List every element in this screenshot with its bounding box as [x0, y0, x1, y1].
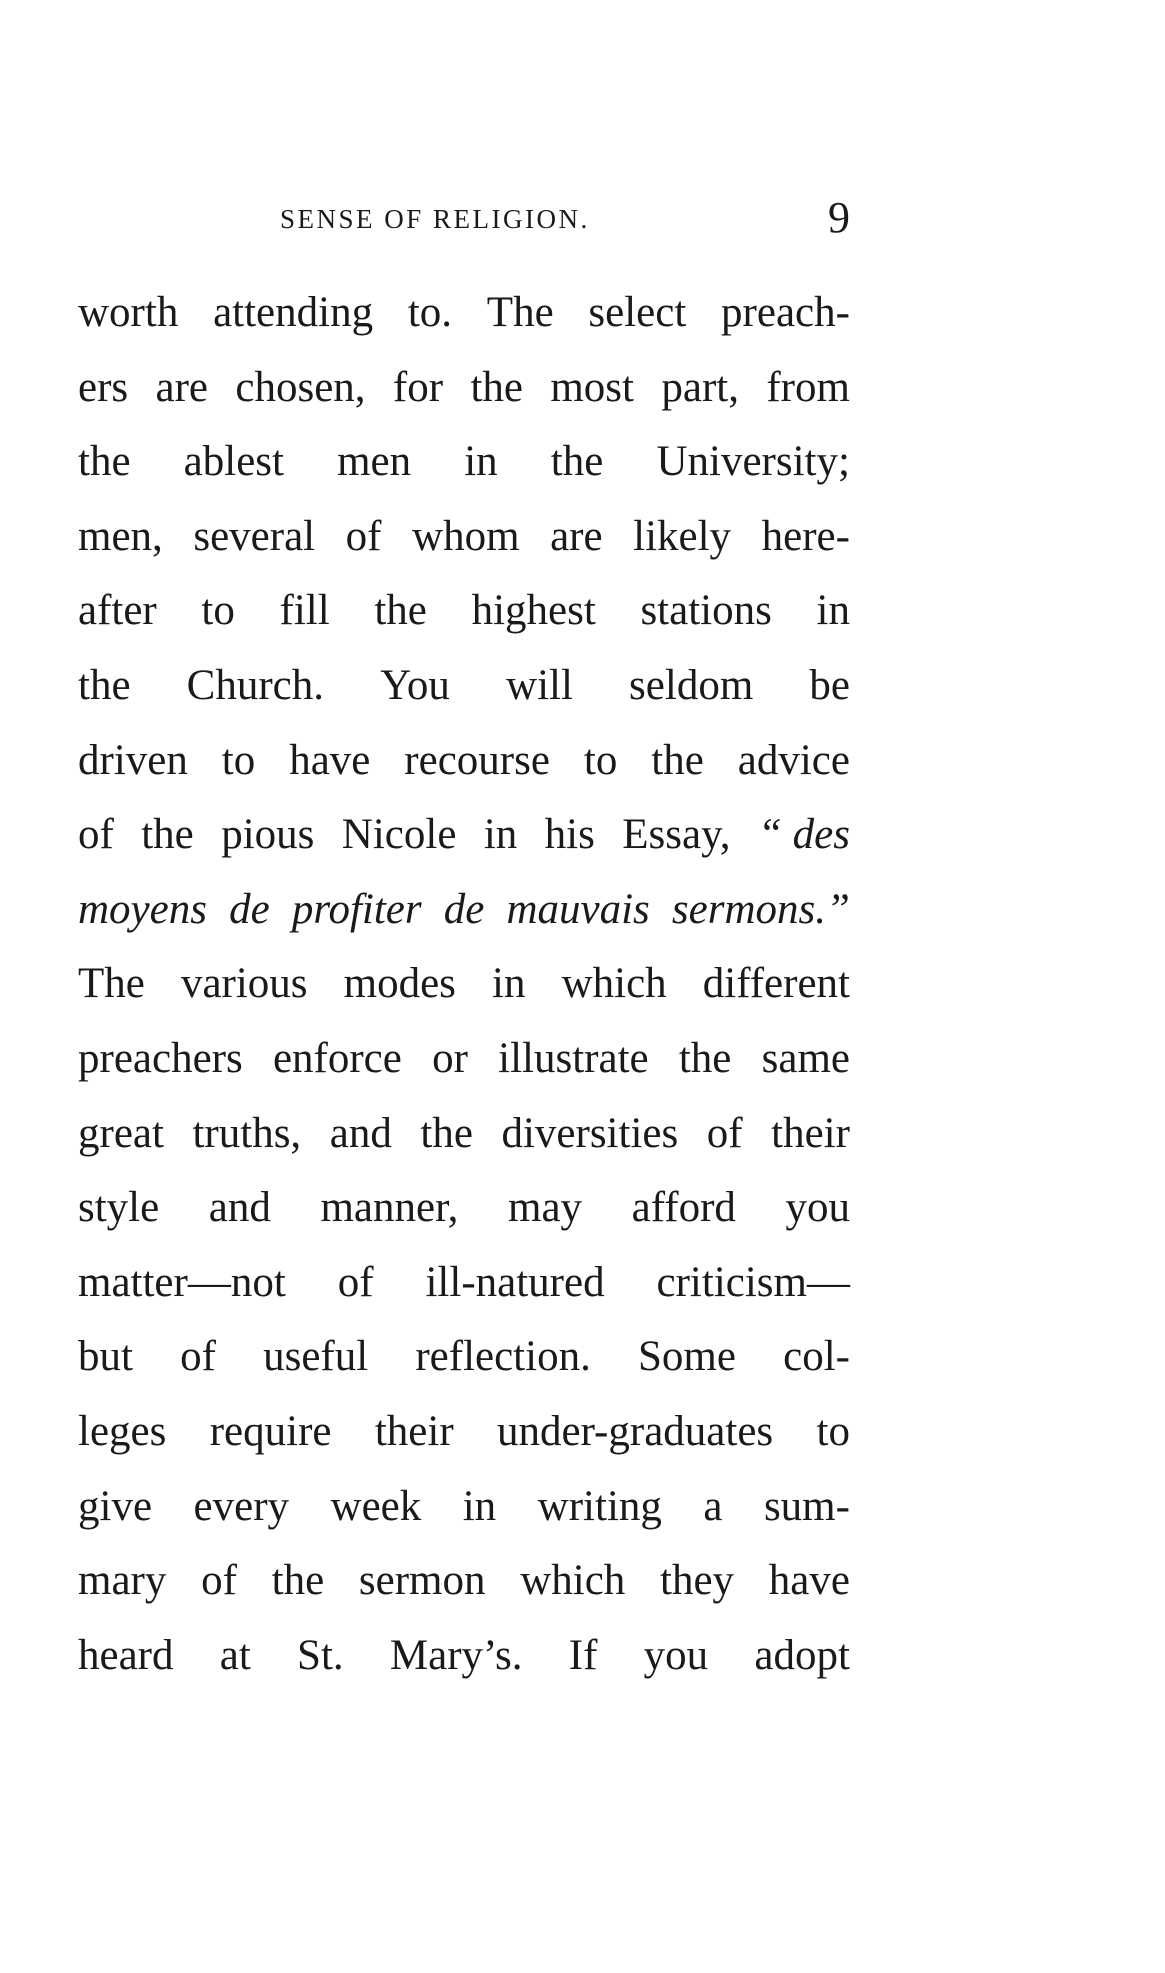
word: several: [193, 512, 316, 560]
word: from: [766, 363, 850, 411]
word: the: [374, 587, 427, 635]
word: are: [155, 363, 209, 411]
word: sum-: [763, 1482, 850, 1530]
word: The: [78, 960, 145, 1008]
word: afford: [631, 1184, 736, 1232]
word: fill: [279, 587, 330, 635]
word: the: [78, 661, 131, 709]
text-line: [78, 574, 850, 649]
word: You: [380, 661, 450, 709]
word: of: [201, 1557, 237, 1605]
word: adopt: [754, 1631, 850, 1679]
word: of: [78, 811, 114, 859]
word: they: [660, 1557, 735, 1605]
page-number: 9: [828, 193, 850, 242]
word: If: [568, 1631, 598, 1679]
italic-word: “ des: [757, 811, 850, 859]
word: under-graduates: [497, 1407, 774, 1455]
word: The: [486, 289, 554, 336]
word: a: [703, 1482, 723, 1530]
word: same: [761, 1034, 850, 1082]
text-line: [78, 649, 850, 724]
text-line: [78, 1097, 850, 1172]
word: be: [809, 661, 850, 709]
italic-word: mauvais: [506, 885, 650, 933]
running-title-text: SENSE OF RELIGION.: [280, 204, 590, 234]
word: recourse: [404, 736, 550, 784]
text-line: [78, 1171, 850, 1246]
text-line: [78, 798, 850, 873]
word: Some: [638, 1333, 736, 1381]
word: for: [392, 363, 444, 411]
italic-word: moyens: [78, 885, 207, 933]
word: the: [271, 1557, 325, 1605]
word: manner,: [320, 1184, 459, 1232]
word: ablest: [183, 438, 284, 486]
word: are: [550, 512, 603, 560]
word: their: [771, 1109, 850, 1157]
word: will: [506, 661, 573, 709]
word: most: [550, 363, 634, 411]
text-line: [78, 1544, 850, 1619]
word: to: [816, 1407, 850, 1455]
word: criticism—: [656, 1258, 850, 1306]
body-text: [78, 276, 850, 1693]
text-line: [78, 1246, 850, 1321]
text-line: [78, 276, 850, 351]
word: reflection.: [415, 1333, 591, 1381]
word: part,: [661, 363, 739, 411]
word: to: [583, 736, 618, 784]
word: the: [470, 363, 523, 411]
word: to.: [407, 289, 453, 336]
word: or: [432, 1034, 468, 1082]
word: St.: [297, 1631, 344, 1679]
word: useful: [263, 1333, 369, 1381]
word: require: [209, 1407, 332, 1455]
word: after: [78, 587, 157, 635]
word: in: [492, 960, 526, 1008]
word: to: [221, 736, 256, 784]
word: illustrate: [498, 1034, 649, 1082]
word: have: [289, 736, 371, 784]
word: you: [643, 1631, 709, 1679]
word: the: [420, 1109, 473, 1157]
word: different: [702, 960, 850, 1008]
word: select: [588, 289, 687, 336]
italic-word: de: [229, 885, 270, 933]
word: ers: [78, 363, 129, 411]
running-title: [280, 204, 590, 235]
text-line: [78, 1470, 850, 1545]
word: enforce: [272, 1034, 402, 1082]
word: seldom: [629, 661, 754, 709]
word: of: [337, 1258, 374, 1306]
text-line: [78, 351, 850, 426]
word: mary: [78, 1557, 167, 1605]
word: may: [508, 1184, 583, 1232]
word: pious: [221, 811, 315, 859]
word: chosen,: [235, 363, 366, 411]
text-line: [78, 873, 850, 948]
word: stations: [640, 587, 772, 635]
word: to: [201, 587, 235, 635]
word: truths,: [192, 1109, 302, 1157]
word: men: [337, 438, 412, 486]
word: worth: [78, 289, 179, 336]
text-line: [78, 1619, 850, 1694]
word: men,: [78, 512, 163, 560]
word: have: [768, 1557, 850, 1605]
word: in: [462, 1482, 497, 1530]
word: in: [816, 587, 850, 635]
word: every: [193, 1482, 290, 1530]
running-head: [78, 193, 850, 244]
word: preachers: [78, 1034, 243, 1082]
word: the: [550, 438, 604, 486]
word: their: [374, 1407, 454, 1455]
word: great: [78, 1109, 164, 1157]
word: which: [520, 1557, 626, 1605]
italic-word: sermons.”: [671, 885, 850, 933]
word: which: [561, 960, 667, 1008]
word: preach-: [721, 289, 850, 336]
word: the: [678, 1034, 732, 1082]
text-line: [78, 1022, 850, 1097]
word: various: [180, 960, 308, 1008]
word: of: [345, 512, 382, 560]
word: his: [544, 811, 595, 859]
text-line: [78, 425, 850, 500]
italic-word: profiter: [291, 885, 422, 933]
word: of: [706, 1109, 743, 1157]
text-line: [78, 1395, 850, 1470]
word: likely: [633, 512, 732, 560]
word: style: [78, 1184, 160, 1232]
word: and: [208, 1184, 271, 1232]
text-line: [78, 1320, 850, 1395]
word: week: [330, 1482, 422, 1530]
word: modes: [343, 960, 456, 1008]
word: writing: [537, 1482, 662, 1530]
word: whom: [412, 512, 520, 560]
word: in: [483, 811, 518, 859]
word: Mary’s.: [389, 1631, 523, 1679]
word: Church.: [186, 661, 325, 709]
word: University;: [656, 438, 850, 486]
word: give: [78, 1482, 153, 1530]
word: diversities: [501, 1109, 679, 1157]
text-line: [78, 724, 850, 799]
word: you: [785, 1184, 850, 1232]
word: ill-natured: [425, 1258, 605, 1306]
text-line: [78, 500, 850, 575]
word: the: [651, 736, 704, 784]
word: advice: [737, 736, 850, 784]
italic-word: de: [443, 885, 485, 933]
word: here-: [761, 512, 850, 560]
word: in: [464, 438, 498, 486]
word: at: [219, 1631, 251, 1679]
word: col-: [783, 1333, 850, 1381]
word: but: [78, 1333, 133, 1381]
word: leges: [78, 1407, 167, 1455]
word: sermon: [358, 1557, 486, 1605]
text-line: [78, 947, 850, 1022]
word: Essay,: [622, 811, 731, 859]
word: driven: [78, 736, 188, 784]
word: highest: [471, 587, 596, 635]
word: and: [329, 1109, 392, 1157]
word: the: [141, 811, 194, 859]
word: the: [78, 438, 131, 486]
word: of: [180, 1333, 216, 1381]
word: Nicole: [341, 811, 457, 859]
word: matter—not: [78, 1258, 286, 1306]
word: heard: [78, 1631, 174, 1679]
word: attending: [213, 289, 374, 336]
